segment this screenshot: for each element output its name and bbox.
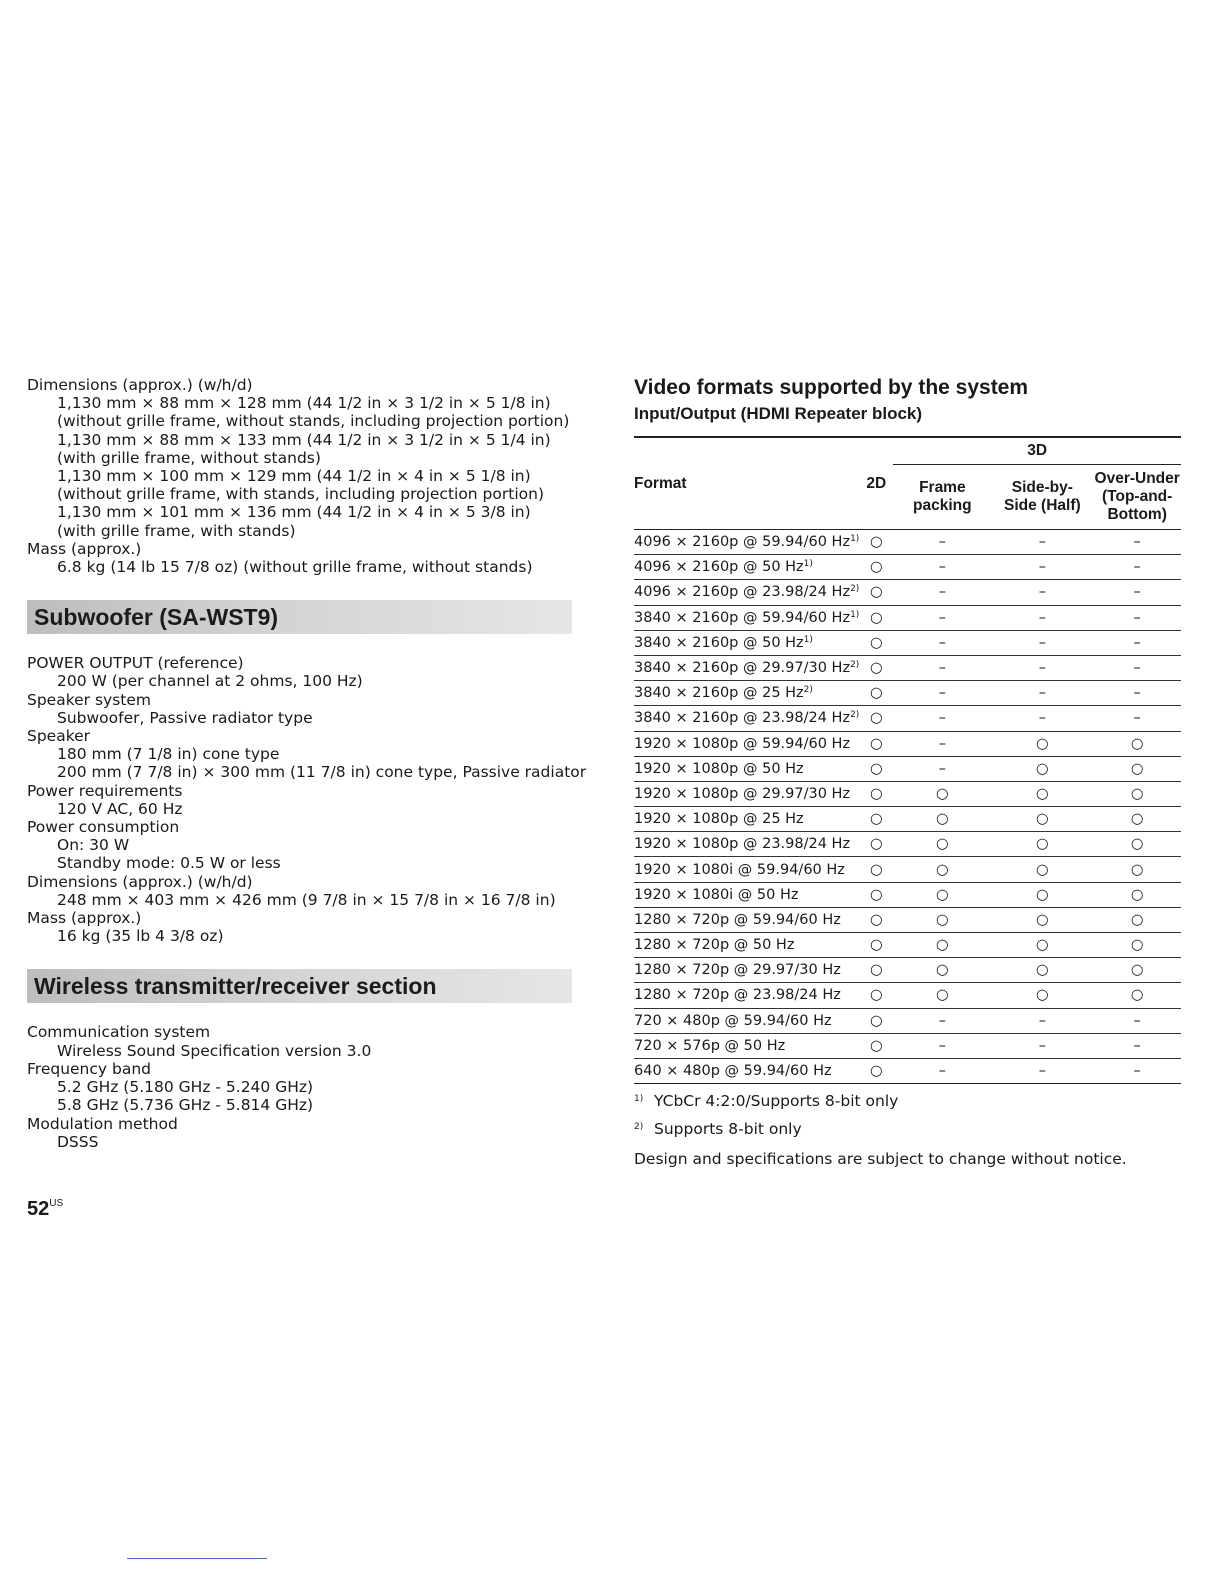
col-header-over-under: Over-Under (Top-and- Bottom) bbox=[1094, 470, 1180, 523]
sbs-support-cell: – bbox=[991, 555, 1093, 580]
sbs-support-cell: – bbox=[991, 655, 1093, 680]
page-number: $52^{US}$ bbox=[27, 1198, 64, 1220]
spec-value: 248 mm × 403 mm × 426 mm (9 7/8 in × 15 7/8 in × 16 7/8 in) bbox=[57, 890, 556, 909]
sbs-support-cell: ○ bbox=[991, 933, 1093, 958]
frame-support-cell: ○ bbox=[893, 983, 991, 1008]
spec-value: (without grille frame, without stands, including projection portion) bbox=[57, 412, 570, 431]
frame-support-cell: ○ bbox=[893, 958, 991, 983]
spec-value: 180 mm (7 1/8 in) cone type bbox=[57, 745, 280, 764]
spec-value: 1,130 mm × 88 mm × 133 mm (44 1/2 in × 3 1/2 in × 5 1/4 in) bbox=[57, 430, 551, 449]
spec-term: Power consumption bbox=[27, 818, 180, 837]
frame-support-cell: – bbox=[893, 706, 991, 731]
d2-support-cell: ○ bbox=[859, 706, 893, 731]
format-cell: 1920 × 1080i @ 50 Hz bbox=[634, 882, 859, 907]
spec-value: 5.2 GHz (5.180 GHz - 5.240 GHz) bbox=[57, 1078, 314, 1097]
d2-support-cell: ○ bbox=[859, 781, 893, 806]
ou-support-cell: ○ bbox=[1093, 756, 1181, 781]
d2-support-cell: ○ bbox=[859, 958, 893, 983]
frame-support-cell: – bbox=[893, 731, 991, 756]
ou-support-cell: – bbox=[1093, 580, 1181, 605]
spec-term: Mass (approx.) bbox=[27, 539, 142, 558]
col-header-3d: 3D bbox=[893, 437, 1181, 465]
frame-support-cell: – bbox=[893, 580, 991, 605]
spec-term: Speaker system bbox=[27, 690, 152, 709]
footnote-ref: 1) bbox=[803, 559, 813, 570]
frame-support-cell: – bbox=[893, 1033, 991, 1058]
spec-value: 120 V AC, 60 Hz bbox=[57, 799, 183, 818]
ou-support-cell: ○ bbox=[1093, 832, 1181, 857]
frame-support-cell: ○ bbox=[893, 781, 991, 806]
footnote-ref: 2) bbox=[850, 710, 860, 721]
sbs-support-cell: ○ bbox=[991, 882, 1093, 907]
spec-value: Standby mode: 0.5 W or less bbox=[57, 854, 281, 873]
spec-item bbox=[27, 1060, 587, 1115]
spec-item bbox=[27, 654, 587, 690]
format-rows bbox=[634, 530, 1181, 1084]
ou-support-cell: – bbox=[1093, 681, 1181, 706]
format-cell: 1920 × 1080p @ 50 Hz bbox=[634, 756, 859, 781]
spec-item bbox=[27, 540, 587, 576]
d2-support-cell: ○ bbox=[859, 832, 893, 857]
format-cell: 3840 × 2160p @ 25 Hz$^{2)}$ bbox=[634, 681, 859, 706]
table-row bbox=[634, 706, 1181, 731]
format-cell: 1280 × 720p @ 50 Hz bbox=[634, 933, 859, 958]
spec-value: 200 mm (7 7/8 in) × 300 mm (11 7/8 in) cone type, Passive radiator bbox=[57, 763, 587, 782]
spec-term: Mass (approx.) bbox=[27, 909, 142, 928]
sbs-support-cell: – bbox=[991, 681, 1093, 706]
ou-support-cell: ○ bbox=[1093, 983, 1181, 1008]
ou-support-cell: ○ bbox=[1093, 731, 1181, 756]
ou-support-cell: – bbox=[1093, 655, 1181, 680]
sbs-support-cell: ○ bbox=[991, 857, 1093, 882]
d2-support-cell: ○ bbox=[859, 580, 893, 605]
format-cell: 720 × 576p @ 50 Hz bbox=[634, 1033, 859, 1058]
video-formats-subtitle: Input/Output (HDMI Repeater block) bbox=[634, 404, 923, 423]
spec-term: Communication system bbox=[27, 1023, 211, 1042]
sbs-support-cell: – bbox=[991, 1008, 1093, 1033]
d2-support-cell: ○ bbox=[859, 731, 893, 756]
ou-support-cell: ○ bbox=[1093, 807, 1181, 832]
spec-item bbox=[27, 818, 587, 873]
footnote-ref: 1) bbox=[803, 634, 813, 645]
sbs-support-cell: ○ bbox=[991, 958, 1093, 983]
table-row bbox=[634, 1058, 1181, 1083]
table-row bbox=[634, 731, 1181, 756]
format-cell: 1920 × 1080p @ 25 Hz bbox=[634, 807, 859, 832]
notice: Design and specifications are subject to change without notice. bbox=[634, 1150, 1127, 1169]
ou-support-cell: ○ bbox=[1093, 857, 1181, 882]
ou-support-cell: – bbox=[1093, 1033, 1181, 1058]
spec-term: Speaker bbox=[27, 727, 91, 746]
ou-support-cell: – bbox=[1093, 1008, 1181, 1033]
frame-support-cell: ○ bbox=[893, 832, 991, 857]
table-row bbox=[634, 807, 1181, 832]
table-row bbox=[634, 605, 1181, 630]
wireless-title: Wireless transmitter/receiver section bbox=[34, 973, 437, 1000]
frame-support-cell: ○ bbox=[893, 882, 991, 907]
ou-support-cell: ○ bbox=[1093, 882, 1181, 907]
d2-support-cell: ○ bbox=[859, 857, 893, 882]
sbs-support-cell: ○ bbox=[991, 756, 1093, 781]
format-cell: 4096 × 2160p @ 59.94/60 Hz$^{1)}$ bbox=[634, 530, 859, 555]
table-row bbox=[634, 655, 1181, 680]
frame-support-cell: ○ bbox=[893, 933, 991, 958]
spec-value: (with grille frame, with stands) bbox=[57, 521, 296, 540]
sbs-support-cell: – bbox=[991, 1033, 1093, 1058]
page-suffix: US bbox=[49, 1198, 64, 1209]
frame-support-cell: – bbox=[893, 655, 991, 680]
d2-support-cell: ○ bbox=[859, 655, 893, 680]
sbs-support-cell: – bbox=[991, 580, 1093, 605]
table-row bbox=[634, 1033, 1181, 1058]
table-row bbox=[634, 958, 1181, 983]
sbs-support-cell: ○ bbox=[991, 907, 1093, 932]
footnote-ref: 1) bbox=[850, 609, 860, 620]
spec-value: On: 30 W bbox=[57, 836, 130, 855]
frame-support-cell: ○ bbox=[893, 907, 991, 932]
sbs-support-cell: ○ bbox=[991, 731, 1093, 756]
d2-support-cell: ○ bbox=[859, 1058, 893, 1083]
sbs-support-cell: ○ bbox=[991, 832, 1093, 857]
format-cell: 1920 × 1080p @ 29.97/30 Hz bbox=[634, 781, 859, 806]
footnote: $^{2)}$ Supports 8-bit only bbox=[634, 1120, 802, 1139]
d2-support-cell: ○ bbox=[859, 630, 893, 655]
format-cell: 1280 × 720p @ 23.98/24 Hz bbox=[634, 983, 859, 1008]
d2-support-cell: ○ bbox=[859, 1033, 893, 1058]
spec-value: 200 W (per channel at 2 ohms, 100 Hz) bbox=[57, 672, 363, 691]
table-row bbox=[634, 530, 1181, 555]
spec-item bbox=[27, 873, 587, 909]
ou-support-cell: – bbox=[1093, 706, 1181, 731]
spec-value: 1,130 mm × 100 mm × 129 mm (44 1/2 in × 4 in × 5 1/8 in) bbox=[57, 467, 531, 486]
col-header-side-by-side: Side-by- Side (Half) bbox=[1004, 479, 1081, 514]
table-row bbox=[634, 781, 1181, 806]
frame-support-cell: – bbox=[893, 605, 991, 630]
table-row bbox=[634, 857, 1181, 882]
bottom-rule bbox=[127, 1558, 267, 1559]
video-formats-table bbox=[634, 436, 1181, 1084]
frame-support-cell: – bbox=[893, 555, 991, 580]
sbs-support-cell: – bbox=[991, 630, 1093, 655]
sbs-support-cell: – bbox=[991, 706, 1093, 731]
subwoofer-specs bbox=[27, 654, 587, 945]
sbs-support-cell: – bbox=[991, 1058, 1093, 1083]
table-row bbox=[634, 681, 1181, 706]
subwoofer-title: Subwoofer (SA-WST9) bbox=[34, 604, 279, 631]
d2-support-cell: ○ bbox=[859, 907, 893, 932]
ou-support-cell: – bbox=[1093, 1058, 1181, 1083]
sbs-support-cell: – bbox=[991, 605, 1093, 630]
spec-value: 1,130 mm × 101 mm × 136 mm (44 1/2 in × 4 in × 5 3/8 in) bbox=[57, 503, 531, 522]
format-cell: 3840 × 2160p @ 50 Hz$^{1)}$ bbox=[634, 630, 859, 655]
spec-value: 1,130 mm × 88 mm × 128 mm (44 1/2 in × 3 1/2 in × 5 1/8 in) bbox=[57, 394, 551, 413]
format-cell: 3840 × 2160p @ 23.98/24 Hz$^{2)}$ bbox=[634, 706, 859, 731]
spec-term: Dimensions (approx.) (w/h/d) bbox=[27, 872, 253, 891]
ou-support-cell: – bbox=[1093, 555, 1181, 580]
spec-value: Wireless Sound Specification version 3.0 bbox=[57, 1041, 372, 1060]
footnote: $^{1)}$ YCbCr 4:2:0/Supports 8-bit only bbox=[634, 1092, 899, 1111]
format-cell: 4096 × 2160p @ 23.98/24 Hz$^{2)}$ bbox=[634, 580, 859, 605]
col-header-format: Format bbox=[634, 437, 859, 530]
col-header-2d: 2D bbox=[859, 437, 893, 530]
spec-value: (without grille frame, with stands, including projection portion) bbox=[57, 485, 544, 504]
table-row bbox=[634, 555, 1181, 580]
spec-term: Frequency band bbox=[27, 1059, 151, 1078]
table-row bbox=[634, 580, 1181, 605]
table-row bbox=[634, 933, 1181, 958]
table-row bbox=[634, 832, 1181, 857]
spec-item bbox=[27, 727, 587, 782]
wireless-section-header bbox=[27, 969, 572, 1003]
d2-support-cell: ○ bbox=[859, 807, 893, 832]
footnote-ref: 2) bbox=[850, 660, 860, 671]
spec-value: 6.8 kg (14 lb 15 7/8 oz) (without grille frame, without stands) bbox=[57, 558, 533, 577]
spec-item bbox=[27, 691, 587, 727]
spec-item bbox=[27, 1023, 587, 1059]
spec-term: Modulation method bbox=[27, 1114, 178, 1133]
footnote-ref: 2) bbox=[803, 685, 813, 696]
spec-term: POWER OUTPUT (reference) bbox=[27, 654, 244, 673]
frame-support-cell: ○ bbox=[893, 807, 991, 832]
spec-value: Subwoofer, Passive radiator type bbox=[57, 708, 313, 727]
d2-support-cell: ○ bbox=[859, 756, 893, 781]
d2-support-cell: ○ bbox=[859, 605, 893, 630]
spec-term: Dimensions (approx.) (w/h/d) bbox=[27, 376, 253, 394]
ou-support-cell: – bbox=[1093, 630, 1181, 655]
spec-value: 16 kg (35 lb 4 3/8 oz) bbox=[57, 927, 224, 946]
d2-support-cell: ○ bbox=[859, 530, 893, 555]
format-cell: 720 × 480p @ 59.94/60 Hz bbox=[634, 1008, 859, 1033]
sbs-support-cell: – bbox=[991, 530, 1093, 555]
col-header-frame-packing: Frame packing bbox=[913, 479, 972, 514]
table-row bbox=[634, 882, 1181, 907]
d2-support-cell: ○ bbox=[859, 681, 893, 706]
frame-support-cell: – bbox=[893, 1058, 991, 1083]
speaker-specs bbox=[27, 376, 587, 576]
table-row bbox=[634, 630, 1181, 655]
table-row bbox=[634, 983, 1181, 1008]
spec-item bbox=[27, 782, 587, 818]
format-cell: 3840 × 2160p @ 29.97/30 Hz$^{2)}$ bbox=[634, 655, 859, 680]
format-cell: 1920 × 1080p @ 23.98/24 Hz bbox=[634, 832, 859, 857]
format-cell: 4096 × 2160p @ 50 Hz$^{1)}$ bbox=[634, 555, 859, 580]
right-column bbox=[634, 376, 1182, 1168]
wireless-specs bbox=[27, 1023, 587, 1150]
format-cell: 1920 × 1080i @ 59.94/60 Hz bbox=[634, 857, 859, 882]
frame-support-cell: – bbox=[893, 530, 991, 555]
d2-support-cell: ○ bbox=[859, 555, 893, 580]
frame-support-cell: – bbox=[893, 630, 991, 655]
format-cell: 1280 × 720p @ 59.94/60 Hz bbox=[634, 907, 859, 932]
footnotes bbox=[634, 1088, 1182, 1140]
spec-value: 5.8 GHz (5.736 GHz - 5.814 GHz) bbox=[57, 1096, 314, 1115]
ou-support-cell: ○ bbox=[1093, 907, 1181, 932]
subwoofer-section-header bbox=[27, 600, 572, 634]
table-row bbox=[634, 1008, 1181, 1033]
spec-item bbox=[27, 1115, 587, 1151]
frame-support-cell: ○ bbox=[893, 857, 991, 882]
ou-support-cell: ○ bbox=[1093, 933, 1181, 958]
left-column bbox=[27, 376, 587, 1151]
d2-support-cell: ○ bbox=[859, 1008, 893, 1033]
sbs-support-cell: ○ bbox=[991, 781, 1093, 806]
ou-support-cell: ○ bbox=[1093, 781, 1181, 806]
ou-support-cell: – bbox=[1093, 605, 1181, 630]
table-row bbox=[634, 907, 1181, 932]
table-row bbox=[634, 756, 1181, 781]
ou-support-cell: – bbox=[1093, 530, 1181, 555]
spec-item bbox=[27, 909, 587, 945]
d2-support-cell: ○ bbox=[859, 933, 893, 958]
spec-value: (with grille frame, without stands) bbox=[57, 448, 321, 467]
d2-support-cell: ○ bbox=[859, 882, 893, 907]
video-formats-title: Video formats supported by the system bbox=[634, 376, 1029, 399]
spec-value: DSSS bbox=[57, 1132, 99, 1151]
sbs-support-cell: ○ bbox=[991, 807, 1093, 832]
frame-support-cell: – bbox=[893, 681, 991, 706]
spec-term: Power requirements bbox=[27, 781, 183, 800]
footnote-ref: 2) bbox=[850, 584, 860, 595]
spec-item bbox=[27, 376, 587, 540]
format-cell: 1920 × 1080p @ 59.94/60 Hz bbox=[634, 731, 859, 756]
frame-support-cell: – bbox=[893, 1008, 991, 1033]
ou-support-cell: ○ bbox=[1093, 958, 1181, 983]
format-cell: 3840 × 2160p @ 59.94/60 Hz$^{1)}$ bbox=[634, 605, 859, 630]
format-cell: 640 × 480p @ 59.94/60 Hz bbox=[634, 1058, 859, 1083]
sbs-support-cell: ○ bbox=[991, 983, 1093, 1008]
d2-support-cell: ○ bbox=[859, 983, 893, 1008]
frame-support-cell: – bbox=[893, 756, 991, 781]
footnote-ref: 1) bbox=[850, 534, 860, 545]
format-cell: 1280 × 720p @ 29.97/30 Hz bbox=[634, 958, 859, 983]
